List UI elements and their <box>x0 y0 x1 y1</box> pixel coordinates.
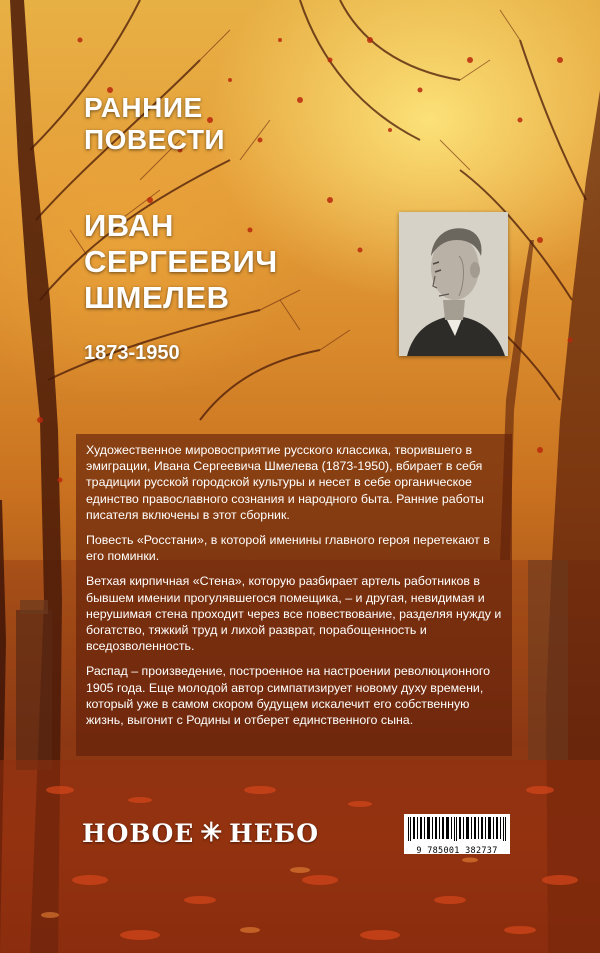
barcode-bars <box>408 817 506 841</box>
isbn-number: 9 785001 382737 <box>416 846 498 856</box>
series-title-line-1: РАННИЕ <box>84 92 203 123</box>
author-first-name: ИВАН <box>84 208 174 243</box>
annotation-paragraph: Ветхая кирпичная «Стена», которую разбирает артель работников в бывшем имении прогулявшегося помещика, – и другая, невидимая и нерушимая стена проходит через все повествование, разделяя нужду и богатство, тяжкий труд и лихой разврат, порабощенность и вседозволенность. <box>86 574 502 654</box>
publisher-star-icon: ✳ <box>200 818 224 848</box>
publisher-logo <box>82 818 319 848</box>
publisher-word-2: НЕБО <box>229 818 319 848</box>
author-surname: ШМЕЛЕВ <box>84 280 230 315</box>
annotation-paragraph: Художественное мировосприятие русского классика, творившего в эмиграции, Ивана Сергеевича Шмелева (1873-1950), вбирает в себя традиции русской городской культуры и несет в себе органическое единство православного сознания и народного быта. Ранние работы писателя включены в этот сборник. <box>86 443 484 522</box>
annotation-paragraph: Повесть «Росстани», в которой именины главного героя перетекают в его поминки. <box>86 533 490 564</box>
series-title-line-2: ПОВЕСТИ <box>84 124 226 155</box>
annotation-paragraph: Распад – произведение, построенное на настроении революционного 1905 года. Еще молодой автор симпатизирует новому духу времени, который уже в самом скором будущем искалечит его собственную жизнь, выгонит с Родины и отберет единственного сына. <box>86 664 490 728</box>
portrait-illustration <box>399 212 508 356</box>
series-title <box>84 92 225 156</box>
author-life-years: 1873-1950 <box>84 342 180 364</box>
isbn-barcode <box>404 814 510 854</box>
author-name <box>84 208 278 316</box>
publisher-word-1: НОВОЕ <box>82 818 195 848</box>
annotation-text <box>76 434 512 756</box>
author-patronymic: СЕРГЕЕВИЧ <box>84 244 278 279</box>
author-portrait <box>399 212 508 356</box>
